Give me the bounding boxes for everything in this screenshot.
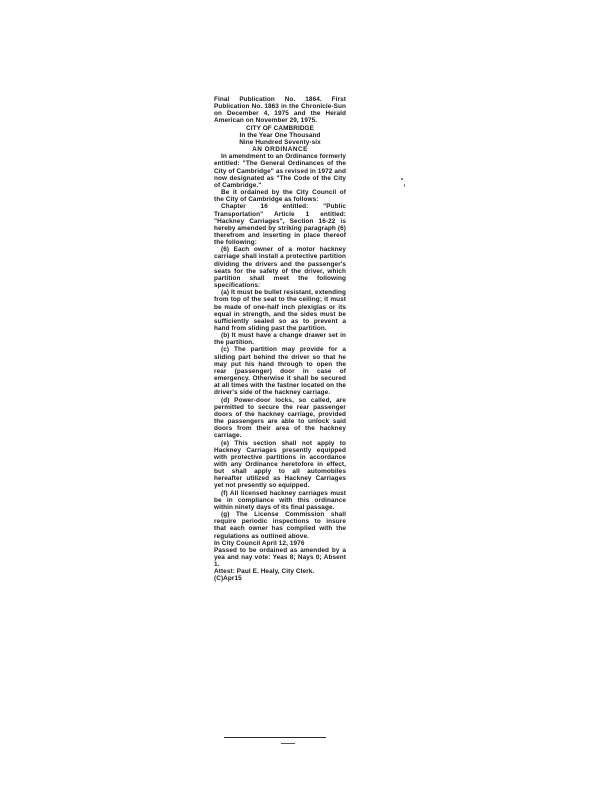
- council-date: In City Council April 12, 1976: [214, 539, 305, 547]
- city-name: CITY OF CAMBRIDGE: [246, 124, 314, 132]
- paragraph-f: (f) All licensed hackney carriages must be in compliance with this ordinance within ninety days of its final passage.: [214, 489, 346, 511]
- bottom-short-rule: [281, 743, 295, 744]
- code-line: (C)Apr15: [214, 575, 242, 583]
- chapter-paragraph: Chapter 16 entitled: "Public Transportation" Article 1 entitled: "Hackney Carriages", Section 16-22 is hereby amended by striking paragraph (6) therefrom and inserting in place thereof the following:: [214, 203, 346, 247]
- year-line-2: Nine Hundred Seventy-six: [239, 138, 321, 146]
- scan-speck: [401, 178, 403, 180]
- bottom-rule: [224, 737, 326, 738]
- attest-line: Attest: Paul E. Healy, City Clerk.: [214, 568, 315, 576]
- year-line-1: In the Year One Thousand: [239, 131, 321, 139]
- ordained-paragraph: Be it ordained by the City Council of the City of Cambridge as follows:: [214, 189, 346, 204]
- paragraph-d: (d) Power-door locks, so called, are permitted to secure the rear passenger doors of the hackney carriage, provided the passengers are able to unlock said doors from their area of the hackney carriage.: [214, 396, 346, 440]
- passed-line: Passed to be ordained as amended by a yea and nay vote: Yeas 8; Nays 0; Absent 1.: [214, 546, 346, 569]
- scan-speck: [404, 184, 405, 187]
- newspaper-clipping: [214, 96, 346, 583]
- ordinance-heading: AN ORDINANCE: [252, 146, 308, 154]
- paragraph-6: (6) Each owner of a motor hackney carriage shall install a protective partition dividing the drivers and the passenger's seats for the safety of the driver, which partition shall meet the following specifications:: [214, 246, 346, 290]
- paragraph-b: (b) It must have a change drawer set in the partition.: [214, 332, 346, 347]
- title-block: [214, 125, 346, 154]
- publication-line: Final Publication No. 1864. First Publication No. 1863 in the Chronicle-Sun on December 4, 1975 and the Herald American on November 29, 1975.: [214, 96, 346, 125]
- paragraph-g: (g) The License Commission shall require periodic inspections to insure that each owner has complied with the regulations as outlined above.: [214, 511, 346, 540]
- paragraph-e: (e) This section shall not apply to Hackney Carriages presently equipped with protective partitions in accordance with any Ordinance heretofore in effect, but shall apply to all automobiles hereafter utilized as Hackney Carriages yet not presently so equipped.: [214, 439, 346, 490]
- paragraph-a: (a) It must be bullet resistant, extending from top of the seat to the ceiling; it must be made of one-half inch plexiglas or its equal in strength, and the sides must be sufficiently sealed so as to prevent a hand from sliding past the partition.: [214, 289, 346, 332]
- paragraph-c: (c) The partition may provide for a sliding part behind the driver so that he may put his hand through to open the rear (passenger) door in case of emergency. Otherwise it shall be secured at all times with the fastner located on the driver's side of the hackney carriage.: [214, 346, 346, 397]
- amendment-paragraph: In amendment to an Ordinance formerly entitled: "The General Ordinances of the City of Cambridge" as revised in 1972 and now designated as "The Code of the City of Cambridge.": [214, 153, 346, 189]
